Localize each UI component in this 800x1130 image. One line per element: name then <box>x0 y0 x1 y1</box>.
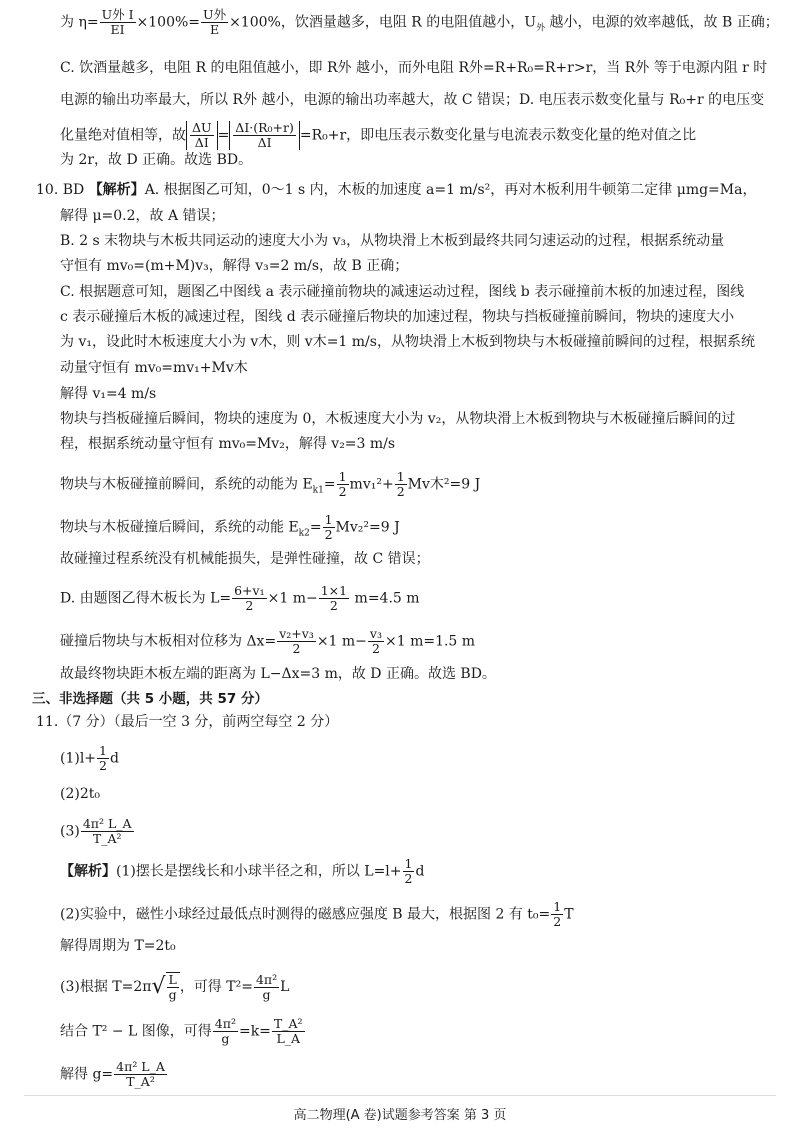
q11-analysis-4: (3)根据 T=2π√ $\frac{L}{g}$ ，可得 T²= $\frac{\text{4π²}}{g}$ L <box>60 971 290 1002</box>
q10-line-14: 故碰撞过程系统没有机械能损失，是弹性碰撞，故 C 错误； <box>60 551 430 567</box>
q10-line-17: 故最终物块距木板左端的距离为 L−Δx=3 m，故 D 正确。故选 BD。 <box>60 666 496 682</box>
q11-analysis-2: (2)实验中，磁性小球经过最低点时测得的磁感应强度 B 最大，根据图 2 有 t₀= $\frac{1}{2}$ T <box>60 899 574 929</box>
q11-answer-1: (1)l+ $\frac{1}{2}$ d <box>60 743 119 773</box>
q10-line-2: 解得 μ=0.2，故 A 错误； <box>60 208 225 224</box>
footer-divider <box>24 1095 776 1096</box>
q11-analysis-5: 结合 T² − L 图像，可得 $\frac{\text{4π²}}{g}$ =k= $\frac{\text{T\_A²}}{L\_A}$ <box>60 1016 303 1046</box>
q11-answer-3: (3) $\frac{\text{4π² L\_A}}{\text{T\_A²}}$ <box>60 816 132 846</box>
q9-line-5: 为 2r，故 D 正确。故选 BD。 <box>60 152 253 168</box>
q9-line-2: C. 饮酒量越多，电阻 R 的电阻值越小，即 R外 越小，而外电阻 R外=R+R₀=R+r>r，当 R外 等于电源内阻 r 时 <box>60 60 768 76</box>
analysis-tag: 【解析】 <box>60 863 116 880</box>
q11-analysis-1: 【解析】(1)摆长是摆线长和小球半径之和，所以 L=l+ $\frac{1}{2}$ d <box>60 856 425 886</box>
q10-line-7: 为 v₁，设此时木板速度大小为 v木，则 v木=1 m/s，从物块滑上木板到物块与木板碰撞前瞬间的过程，根据系统 <box>60 334 755 350</box>
absolute-value: $\frac{\Delta U}{\Delta I}$ <box>186 121 218 150</box>
section-heading: 三、非选择题（共 5 小题，共 57 分） <box>32 691 268 707</box>
q10-line-12: 物块与木板碰撞前瞬间，系统的动能为 $E_{k1}=$ $\frac{1}{2}$ mv₁²+ $\frac{1}{2}$ Mv木²=9 J <box>60 469 481 499</box>
q9-line-1: 为 η= $\frac{\text{U外 I}}{EI}$ ×100%= $\frac{\text{U外}}{E}$ ×100%，饮酒量越多，电阻 R 的电阻值越小，$U_外$ 越小，电源的效率越低，故 B 正确； <box>60 7 779 37</box>
q10-line-13: 物块与木板碰撞后瞬间，系统的动能 $E_{k2}=$ $\frac{1}{2}$ Mv₂²=9 J <box>60 512 400 542</box>
q9-line-3: 电源的输出功率最大，所以 R外 越小，电源的输出功率越大，故 C 错误；D. 电压表示数变化量与 R₀+r 的电压变 <box>60 92 765 108</box>
q10-line-16: 碰撞后物块与木板相对位移为 Δx= $\frac{\text{v₂+v₃}}{2}$ ×1 m− $\frac{\text{v₃}}{2}$ ×1 m=1.5 m <box>60 626 476 656</box>
q11-answer-2: (2)2t₀ <box>60 786 100 802</box>
fraction: $\frac{\text{U外 I}}{EI}$ <box>101 7 134 37</box>
q11-analysis-6: 解得 g= $\frac{\text{4π² L\_A}}{\text{T\_A²}}$ <box>60 1059 165 1089</box>
q10-line-10: 物块与挡板碰撞后瞬间，物块的速度为 0，木板速度大小为 v₂，从物块滑上木板到物块与木板碰撞后瞬间的过 <box>60 411 736 427</box>
q11-heading: 11.（7 分）（最后一空 3 分，前两空每空 2 分） <box>36 714 339 730</box>
fraction: $\frac{\text{U外}}{E}$ <box>203 7 227 37</box>
q10-line-8: 动量守恒有 mv₀=mv₁+Mv木 <box>60 360 248 376</box>
q10-line-15: D. 由题图乙得木板长为 L= $\frac{\text{6+v₁}}{2}$ ×1 m− $\frac{1\times 1}{2}$ m=4.5 m <box>60 583 420 613</box>
absolute-value: $\frac{\text{ΔI·(R₀+r)}}{\Delta I}$ <box>229 121 300 150</box>
q10-line-3: B. 2 s 末物块与木板共同运动的速度大小为 v₃，从物块滑上木板到最终共同匀速运动的过程，根据系统动量 <box>60 233 725 249</box>
q10-line-6: c 表示碰撞后木板的减速过程，图线 d 表示碰撞后物块的加速过程，物块与挡板碰撞前瞬间，物块的速度大小 <box>60 309 735 325</box>
analysis-tag: 【解析】 <box>88 182 145 198</box>
q10-line-1: 10. BD 【解析】A. 根据图乙可知，0～1 s 内，木板的加速度 a=1 m/s²，再对木板利用牛顿第二定律 μmg=Ma， <box>36 182 757 198</box>
q11-analysis-3: 解得周期为 T=2t₀ <box>60 938 176 954</box>
q10-line-11: 程，根据系统动量守恒有 mv₀=Mv₂，解得 v₂=3 m/s <box>60 436 396 452</box>
page-footer: 高二物理(A 卷)试题参考答案 第 3 页 <box>293 1108 507 1123</box>
q9-line-4: 化量绝对值相等，故 $\frac{\Delta U}{\Delta I}$ = $\frac{\text{ΔI·(R₀+r)}}{\Delta I}$ =R₀+r，即电压表示数变化量与电流表示数变化量的绝对值之比 <box>60 120 697 150</box>
q10-line-5: C. 根据题意可知，题图乙中图线 a 表示碰撞前物块的减速运动过程，图线 b 表示碰撞前木板的加速过程，图线 <box>60 284 745 300</box>
q10-answer: 10. BD <box>36 182 85 198</box>
square-root: √ $\frac{L}{g}$ <box>151 972 179 1002</box>
q10-line-9: 解得 v₁=4 m/s <box>60 386 157 402</box>
q10-line-4: 守恒有 mv₀=(m+M)v₃，解得 v₃=2 m/s，故 B 正确； <box>60 258 409 274</box>
